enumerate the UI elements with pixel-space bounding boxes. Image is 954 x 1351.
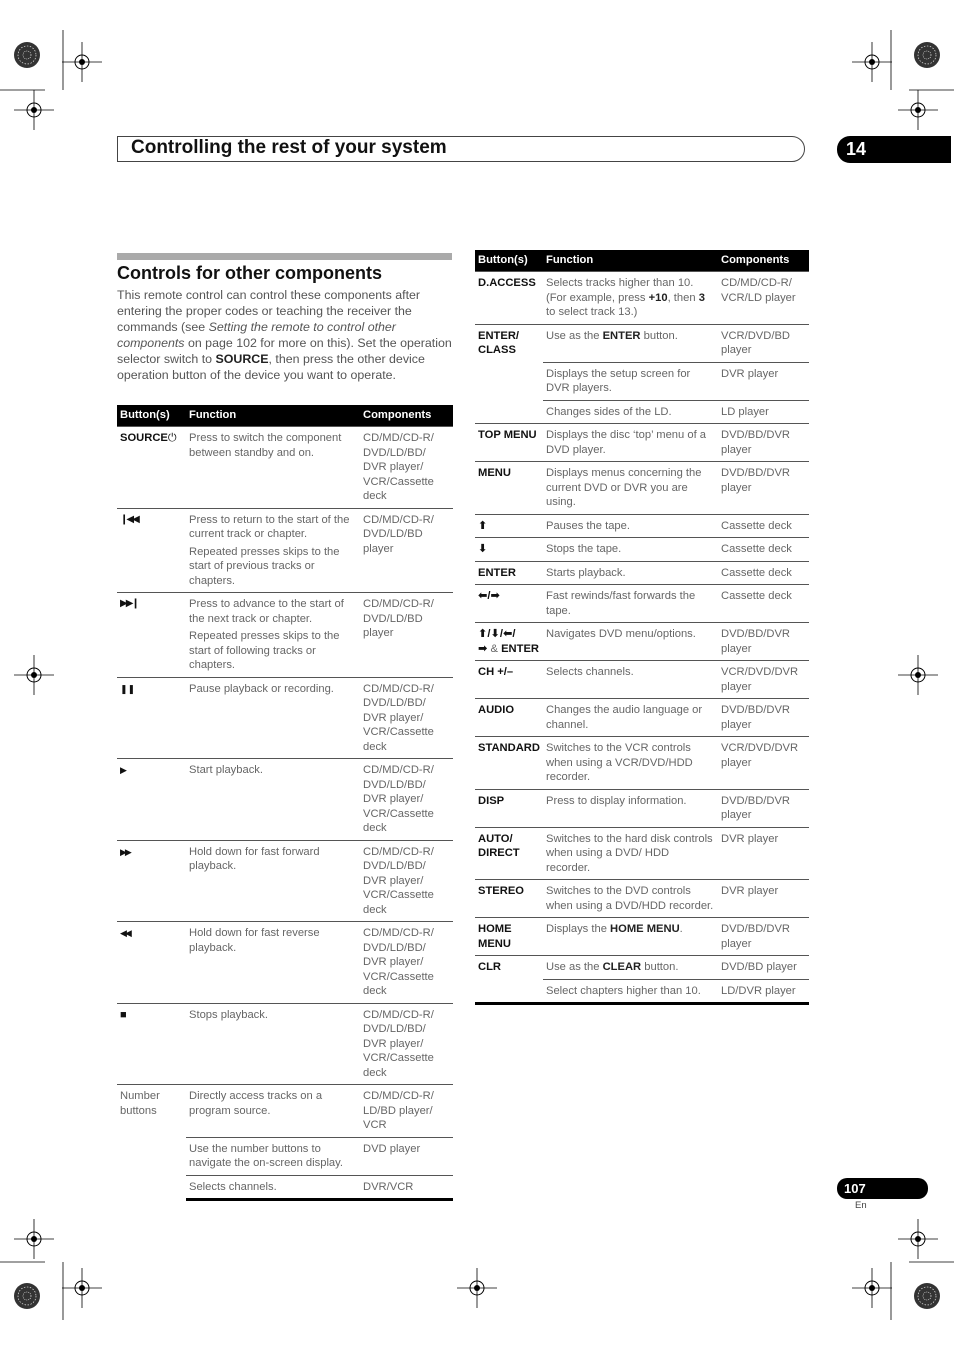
header-buttons: Button(s) [117,405,186,427]
components-cell: CD/MD/CD-R/ DVD/LD/BD player [360,593,453,678]
button-cell: DISP [475,789,543,827]
down-arrow-icon: ⬇ [475,538,543,562]
section-rule [117,253,452,260]
table-header-row [117,405,453,427]
table-row [117,922,453,1004]
header-buttons: Button(s) [475,250,543,272]
components-cell: CD/MD/CD-R/ DVD/LD/BD/ DVR player/ VCR/Cassette deck [360,1003,453,1085]
function-cell: Stops playback. [186,1003,360,1085]
table-row [475,918,809,956]
button-cell: MENU [475,462,543,515]
button-cell: CLR [475,956,543,1004]
table-row [475,561,809,585]
stop-icon: ■ [117,1003,186,1085]
intro-paragraph: This remote control can control these components after entering the proper codes or teaching the receiver the commands (see Setting the remote to control other components on page 102 for more on this). Set the operation selector switch to SOURCE, then press the other device operation button of the device you want to operate. [117,288,452,382]
table-row [117,840,453,922]
button-cell: AUTO/ DIRECT [475,827,543,880]
components-cell: CD/MD/CD-R/ DVD/LD/BD/ DVR player/ VCR/Cassette deck [360,427,453,509]
function-cell: Selects channels. [186,1175,360,1200]
fast-reverse-icon: ◀◀ [117,922,186,1004]
fast-forward-icon: ▶▶ [117,840,186,922]
function-cell: Changes sides of the LD. [543,400,718,424]
components-cell: VCR/DVD/DVR player [718,737,809,790]
components-cell: DVD/BD player [718,956,809,980]
function-cell: Fast rewinds/fast forwards the tape. [543,585,718,623]
cross-reference-link[interactable]: Setting the remote to control other components [117,320,396,350]
components-cell: DVD/BD/DVR player [718,424,809,462]
table-row [117,1085,453,1138]
page-language: En [855,1200,867,1211]
components-cell: DVR player [718,880,809,918]
function-cell: Displays the disc ‘top’ menu of a DVD player. [543,424,718,462]
components-cell: CD/MD/CD-R/ DVD/LD/BD/ DVR player/ VCR/Cassette deck [360,840,453,922]
function-cell: Press to return to the start of the current track or chapter. Repeated presses skips to the start of previous tracks or chapters. [186,508,360,593]
function-cell: Selects tracks higher than 10. (For example, press +10, then 3 to select track 13.) [543,272,718,325]
components-cell: DVD/BD/DVR player [718,918,809,956]
function-cell: Use the number buttons to navigate the on-screen display. [186,1137,360,1175]
button-cell: TOP MENU [475,424,543,462]
table-row [117,593,453,678]
section-title: Controls for other components [117,263,382,283]
button-cell: HOME MENU [475,918,543,956]
function-cell: Starts playback. [543,561,718,585]
table-row [475,737,809,790]
previous-track-icon: ❙◀◀ [117,508,186,593]
table-row [475,699,809,737]
table-row [475,956,809,980]
button-cell: STANDARD [475,737,543,790]
components-cell: CD/MD/CD-R/ DVD/LD/BD/ DVR player/ VCR/Cassette deck [360,759,453,841]
function-cell: Switches to the DVD controls when using a DVD/HDD recorder. [543,880,718,918]
function-cell: Navigates DVD menu/options. [543,623,718,661]
power-icon: ⏻ [167,432,177,444]
components-cell: CD/MD/CD-R/ DVD/LD/BD player [360,508,453,593]
function-cell: Select chapters higher than 10. [543,979,718,1004]
function-cell: Hold down for fast reverse playback. [186,922,360,1004]
cursor-arrows-icon: ⬆/⬇/⬅/ ➡ & ENTER [475,623,543,661]
button-cell: AUDIO [475,699,543,737]
table-row [475,827,809,880]
components-cell: DVR player [718,827,809,880]
components-cell: LD/DVR player [718,979,809,1004]
function-cell: Start playback. [186,759,360,841]
components-cell: DVD/BD/DVR player [718,623,809,661]
components-cell: Cassette deck [718,538,809,562]
function-cell: Displays menus concerning the current DVD or DVR you are using. [543,462,718,515]
up-arrow-icon: ⬆ [475,514,543,538]
function-cell: Switches to the hard disk controls when using a DVD/ HDD recorder. [543,827,718,880]
left-right-arrow-icon: ⬅/➡ [475,585,543,623]
header-function: Function [543,250,718,272]
page-title: Controlling the rest of your system [131,137,447,158]
table-row [117,1003,453,1085]
button-cell: ENTER/ CLASS [475,324,543,424]
page-number: 107 [844,1181,866,1196]
components-cell: Cassette deck [718,585,809,623]
function-cell: Hold down for fast forward playback. [186,840,360,922]
function-cell: Stops the tape. [543,538,718,562]
header-function: Function [186,405,360,427]
components-cell: DVD player [360,1137,453,1175]
button-cell: D.ACCESS [475,272,543,325]
function-cell: Use as the ENTER button. [543,324,718,362]
function-cell: Changes the audio language or channel. [543,699,718,737]
button-cell: CH +/– [475,661,543,699]
function-cell: Press to display information. [543,789,718,827]
table-row [475,538,809,562]
components-cell: VCR/DVD/DVR player [718,661,809,699]
next-track-icon: ▶▶❙ [117,593,186,678]
table-row [475,623,809,661]
components-cell: CD/MD/CD-R/ LD/BD player/ VCR [360,1085,453,1138]
components-cell: Cassette deck [718,514,809,538]
table-row [475,324,809,362]
table-row [475,272,809,325]
table-row [475,514,809,538]
components-cell: CD/MD/CD-R/ DVD/LD/BD/ DVR player/ VCR/Cassette deck [360,677,453,759]
components-cell: VCR/DVD/BD player [718,324,809,362]
components-cell: CD/MD/CD-R/ VCR/LD player [718,272,809,325]
header-components: Components [718,250,809,272]
table-row [117,508,453,593]
components-cell: DVD/BD/DVR player [718,699,809,737]
table-row [475,585,809,623]
function-cell: Pauses the tape. [543,514,718,538]
table-row [475,661,809,699]
button-cell: ENTER [475,561,543,585]
components-cell: DVR player [718,362,809,400]
components-cell: DVD/BD/DVR player [718,462,809,515]
table-header-row [475,250,809,272]
table-row [117,677,453,759]
table-row [475,462,809,515]
function-cell: Use as the CLEAR button. [543,956,718,980]
table-row [117,759,453,841]
table-row [475,880,809,918]
components-cell: Cassette deck [718,561,809,585]
components-cell: LD player [718,400,809,424]
button-cell: SOURCE⏻ [117,427,186,509]
components-cell: DVD/BD/DVR player [718,789,809,827]
table-row [475,789,809,827]
left-controls-table [117,405,453,1201]
function-cell: Press to advance to the start of the next track or chapter. Repeated presses skips to the start of following tracks or chapters. [186,593,360,678]
table-row [117,427,453,509]
function-cell: Press to switch the component between standby and on. [186,427,360,509]
button-cell: Number buttons [117,1085,186,1200]
function-cell: Directly access tracks on a program source. [186,1085,360,1138]
function-cell: Displays the HOME MENU. [543,918,718,956]
function-cell: Pause playback or recording. [186,677,360,759]
components-cell: DVR/VCR [360,1175,453,1200]
components-cell: CD/MD/CD-R/ DVD/LD/BD/ DVR player/ VCR/Cassette deck [360,922,453,1004]
chapter-number: 14 [846,139,867,159]
play-icon: ▶ [117,759,186,841]
function-cell: Switches to the VCR controls when using a VCR/DVD/HDD recorder. [543,737,718,790]
function-cell: Displays the setup screen for DVR players. [543,362,718,400]
button-cell: STEREO [475,880,543,918]
function-cell: Selects channels. [543,661,718,699]
table-row [475,424,809,462]
pause-icon: ❚❚ [117,677,186,759]
right-controls-table [475,250,809,1005]
header-components: Components [360,405,453,427]
